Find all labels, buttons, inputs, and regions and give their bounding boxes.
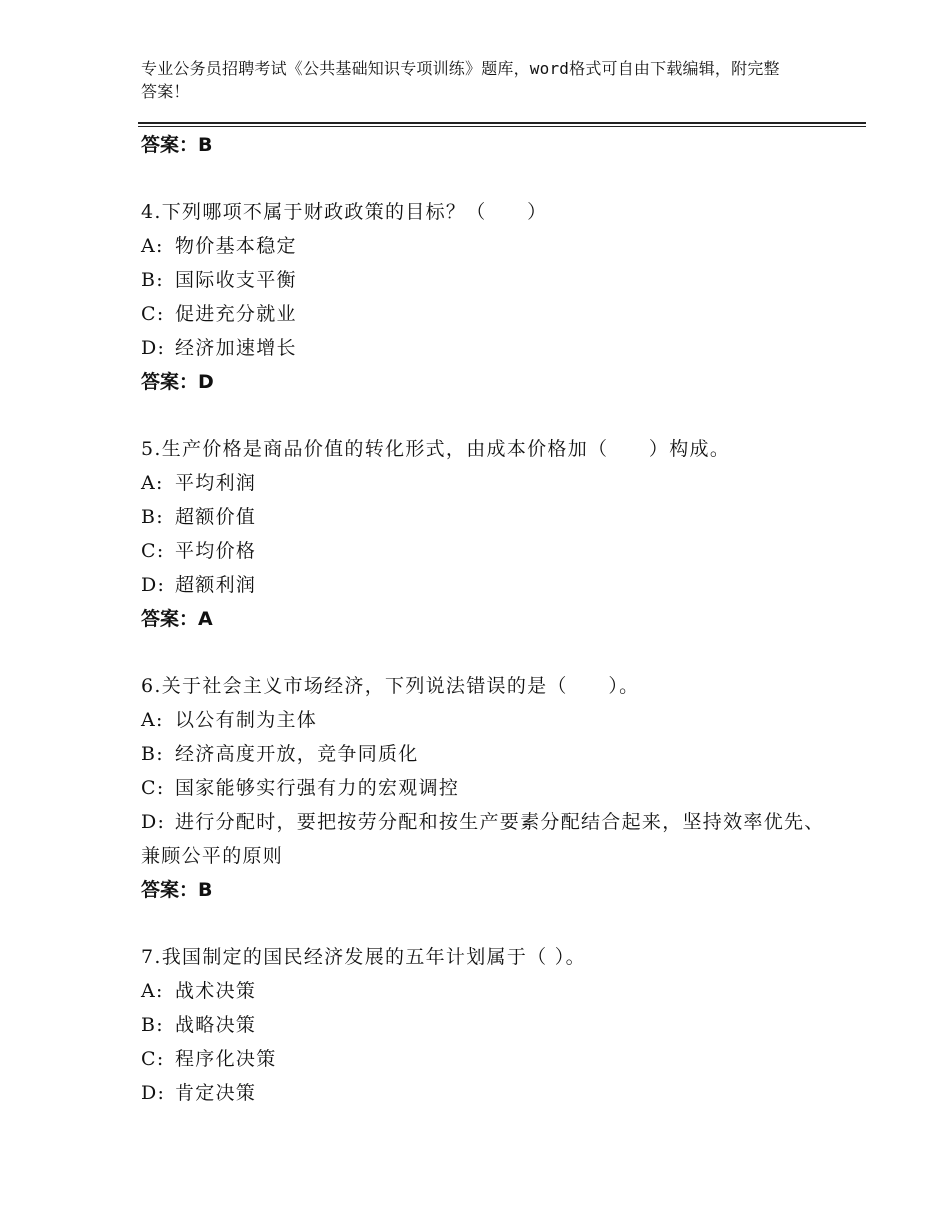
option-text: 物价基本稳定 (175, 235, 297, 257)
option-b (141, 1008, 831, 1042)
question-stem: 6.关于社会主义市场经济，下列说法错误的是（ ）。 (141, 675, 640, 697)
option-text: 平均价格 (175, 540, 257, 562)
option-text: 战略决策 (175, 1014, 257, 1036)
option-label: B: (141, 1014, 164, 1036)
option-label: C: (141, 540, 165, 562)
option-label: A: (141, 235, 164, 257)
question-4 (141, 195, 831, 399)
option-label: A: (141, 709, 164, 731)
question-stem: 7.我国制定的国民经济发展的五年计划属于（ ）。 (141, 946, 586, 968)
option-text: 战术决策 (175, 980, 257, 1002)
option-b (141, 263, 831, 297)
option-label: C: (141, 303, 165, 325)
answer-line: 答案：D (141, 371, 214, 393)
option-text: 超额价值 (175, 506, 257, 528)
option-text: 进行分配时，要把按劳分配和按生产要素分配结合起来，坚持效率优先、兼顾公平的原则 (141, 811, 825, 867)
option-d (141, 805, 831, 873)
question-list (141, 128, 831, 1110)
option-b (141, 500, 831, 534)
option-label: C: (141, 1048, 165, 1070)
option-text: 经济加速增长 (175, 337, 297, 359)
option-a (141, 974, 831, 1008)
option-label: A: (141, 980, 164, 1002)
option-text: 经济高度开放，竞争同质化 (175, 743, 419, 765)
option-label: D: (141, 337, 166, 359)
page-header: 专业公务员招聘考试《公共基础知识专项训练》题库，word格式可自由下载编辑，附完整答案！ (141, 59, 780, 101)
option-d (141, 568, 831, 602)
option-c (141, 1042, 831, 1076)
option-d (141, 331, 831, 365)
option-text: 国际收支平衡 (175, 269, 297, 291)
option-label: C: (141, 777, 165, 799)
question-stem: 5.生产价格是商品价值的转化形式，由成本价格加（ ）构成。 (141, 438, 731, 460)
question-stem: 4.下列哪项不属于财政政策的目标？（ ） (141, 201, 548, 223)
option-text: 促进充分就业 (175, 303, 297, 325)
option-label: D: (141, 574, 166, 596)
option-a (141, 229, 831, 263)
option-d (141, 1076, 831, 1110)
option-label: D: (141, 1082, 166, 1104)
option-text: 国家能够实行强有力的宏观调控 (175, 777, 460, 799)
option-text: 超额利润 (175, 574, 257, 596)
option-text: 程序化决策 (175, 1048, 277, 1070)
option-text: 以公有制为主体 (175, 709, 318, 731)
option-label: A: (141, 472, 164, 494)
option-b (141, 737, 831, 771)
option-label: B: (141, 506, 164, 528)
option-a (141, 703, 831, 737)
option-a (141, 466, 831, 500)
answer-line: 答案：B (141, 879, 213, 901)
option-label: D: (141, 811, 166, 833)
header-rule-thick (138, 122, 866, 124)
question-7 (141, 940, 831, 1110)
option-text: 平均利润 (175, 472, 257, 494)
answer-line: 答案：A (141, 608, 213, 630)
option-c (141, 297, 831, 331)
header-rule-thin (138, 126, 866, 127)
answer-line: 答案：B (141, 134, 213, 156)
option-c (141, 534, 831, 568)
option-label: B: (141, 743, 164, 765)
option-text: 肯定决策 (175, 1082, 257, 1104)
question-5 (141, 432, 831, 636)
question-6 (141, 669, 831, 907)
option-label: B: (141, 269, 164, 291)
option-c (141, 771, 831, 805)
